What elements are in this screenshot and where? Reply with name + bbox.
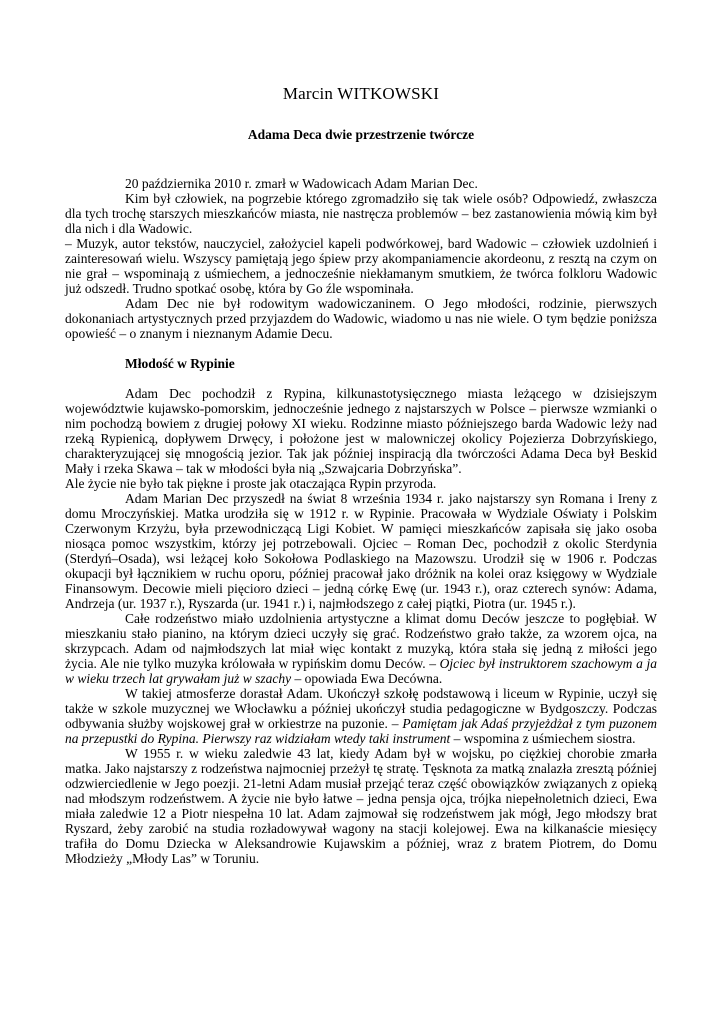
paragraph <box>65 236 657 296</box>
body-text: Adam Dec nie był rodowitym wadowiczaninem. O Jego młodości, rodzinie, pierwszych dokonaniach artystycznych przed przyjazdem do Wadowic, wiadomo u nas nie wiele. O tym będzie poniższa opowieść – o znanym i nieznanym Adamie Decu. <box>65 296 657 341</box>
body-text: – Muzyk, autor tekstów, nauczyciel, założyciel kapeli podwórkowej, bard Wadowic – człowiek uzdolnień i zainteresowań wielu. Wszyscy pamiętają jego śpiew przy akompaniamencie akordeonu, z resztą na czym on nie grał – wspominają z uśmiechem, a jednocześnie niekłamanym smutkiem, że twórca folkloru Wadowic już odszedł. Trudno spotkać osobę, która by Go źle wspominała. <box>65 236 657 296</box>
body-text: – wspomina z uśmiechem siostra. <box>450 731 636 746</box>
paragraph <box>65 386 657 476</box>
paragraph <box>65 611 657 686</box>
body-text: Adam Marian Dec przyszedł na świat 8 września 1934 r. jako najstarszy syn Romana i Ireny z domu Mroczyńskiej. Matka urodziła się w 1912 r. w Rypinie. Pracowała w Wydziale Oświaty i Polskim Czerwonym Krzyżu, była przewodniczącą Ligi Kobiet. W pamięci mieszkańców zapisała się jako osoba niosąca pomoc wszystkim, którzy jej potrzebowali. Ojciec – Roman Dec, pochodził z okolic Sterdynia (Sterdyń–Osada), wsi leżącej koło Sokołowa Podlaskiego na Mazowszu. Urodził się w 1906 r. Podczas okupacji był łącznikiem w ruchu oporu, później pracował jako dróżnik na kolei oraz księgowy w Wydziale Finansowym. Decowie mieli pięcioro dzieci – jedną córkę Ewę (ur. 1943 r.), oraz czterech synów: Adama, Andrzeja (ur. 1937 r.), Ryszarda (ur. 1941 r.) i, najmłodszego z całej piątki, Piotra (ur. 1945 r.). <box>65 491 657 611</box>
paragraph <box>65 176 657 191</box>
paragraph <box>65 686 657 746</box>
paragraph <box>65 296 657 341</box>
paragraph <box>65 476 657 491</box>
body-text: Ale życie nie było tak piękne i proste jak otaczająca Rypin przyroda. <box>65 476 437 491</box>
document-title: Adama Deca dwie przestrzenie twórcze <box>247 127 475 142</box>
quote-text: Pamiętam jak Adaś przyjeżdżał z tym puzonem na przepustki do Rypina. Pierwszy raz widziałam wtedy taki instrument <box>65 716 657 746</box>
body-text: Całe rodzeństwo miało uzdolnienia artystyczne a klimat domu Deców jeszcze to pogłębiał. W mieszkaniu stało pianino, na którym dzieci uczyły się grać. Rodzeństwo grało także, za wzorem ojca, na skrzypcach. Adam od najmłodszych lat miał więc kontakt z muzyką, która stała się jedną z miłości jego życia. Ale nie tylko muzyka królowała w rypińskim domu Deców. – <box>65 611 657 671</box>
body-text: Kim był człowiek, na pogrzebie którego zgromadziło się tak wiele osób? Odpowiedź, zwłaszcza dla tych trochę starszych mieszkańców miasta, nie nastręcza problemów – bez zastanowienia mówią kim był dla nich i dla Wadowic. <box>65 191 657 236</box>
body-text: 20 października 2010 r. zmarł w Wadowicach Adam Marian Dec. <box>125 176 478 191</box>
body-text: W 1955 r. w wieku zaledwie 43 lat, kiedy Adam był w wojsku, po ciężkiej chorobie zmarła matka. Jako najstarszy z rodzeństwa najmocniej przeżył tę stratę. Tęsknota za matką znalazła zresztą później odzwierciedlenie w Jego poezji. 21-letni Adam musiał przejąć teraz część obowiązków związanych z opieką nad młodszym rodzeństwem. A życie nie było łatwe – jedna pensja ojca, trójka niepełnoletnich dzieci, Ewa miała zaledwie 12 a Piotr niespełna 10 lat. Adam zajmował się rodzeństwem jak mógł, Jego młodszy brat Ryszard, żeby zarobić na studia rozładowywał wagony na stacji kolejowej. Ewa na kilkanaście miesięcy trafiła do Domu Dziecka w Aleksandrowie Kujawskim a później, wraz z bratem Piotrem, do Domu Młodzieży „Młody Las” w Toruniu. <box>65 746 657 866</box>
paragraph <box>65 191 657 236</box>
quote-text: Ojciec był instruktorem szachowym a ja w wieku trzech lat grywałam już w szachy <box>65 656 657 686</box>
section-heading: Młodość w Rypinie <box>125 356 235 371</box>
document-body <box>65 176 657 866</box>
paragraph <box>65 491 657 611</box>
body-text: Adam Dec pochodził z Rypina, kilkunastotysięcznego miasta leżącego w dzisiejszym województwie kujawsko-pomorskim, jednocześnie jednego z najstarszych w Polsce – pierwsze wzmianki o nim pochodzą bowiem z drugiej połowy XI wieku. Rodzinne miasto późniejszego barda Wadowic leży nad rzeką Rypienicą, dopływem Drwęcy, i położone jest w malowniczej okolicy Pojezierza Dobrzyńskiego, charakteryzującej się mnogością jezior. Tak jak później inspiracją dla twórczości Adama Deca był Beskid Mały i rzeka Skawa – tak w młodości była nią „Szwajcaria Dobrzyńska”. <box>65 386 657 476</box>
body-text: – opowiada Ewa Decówna. <box>291 671 443 686</box>
document-author: Marcin WITKOWSKI <box>282 84 440 103</box>
body-text: W takiej atmosferze dorastał Adam. Ukończył szkołę podstawową i liceum w Rypinie, uczył się także w szkole muzycznej we Włocławku a później ukończył studia pedagogiczne w Bydgoszczy. Podczas odbywania służby wojskowej grał w orkiestrze na puzonie. – <box>65 686 657 731</box>
paragraph <box>65 746 657 866</box>
